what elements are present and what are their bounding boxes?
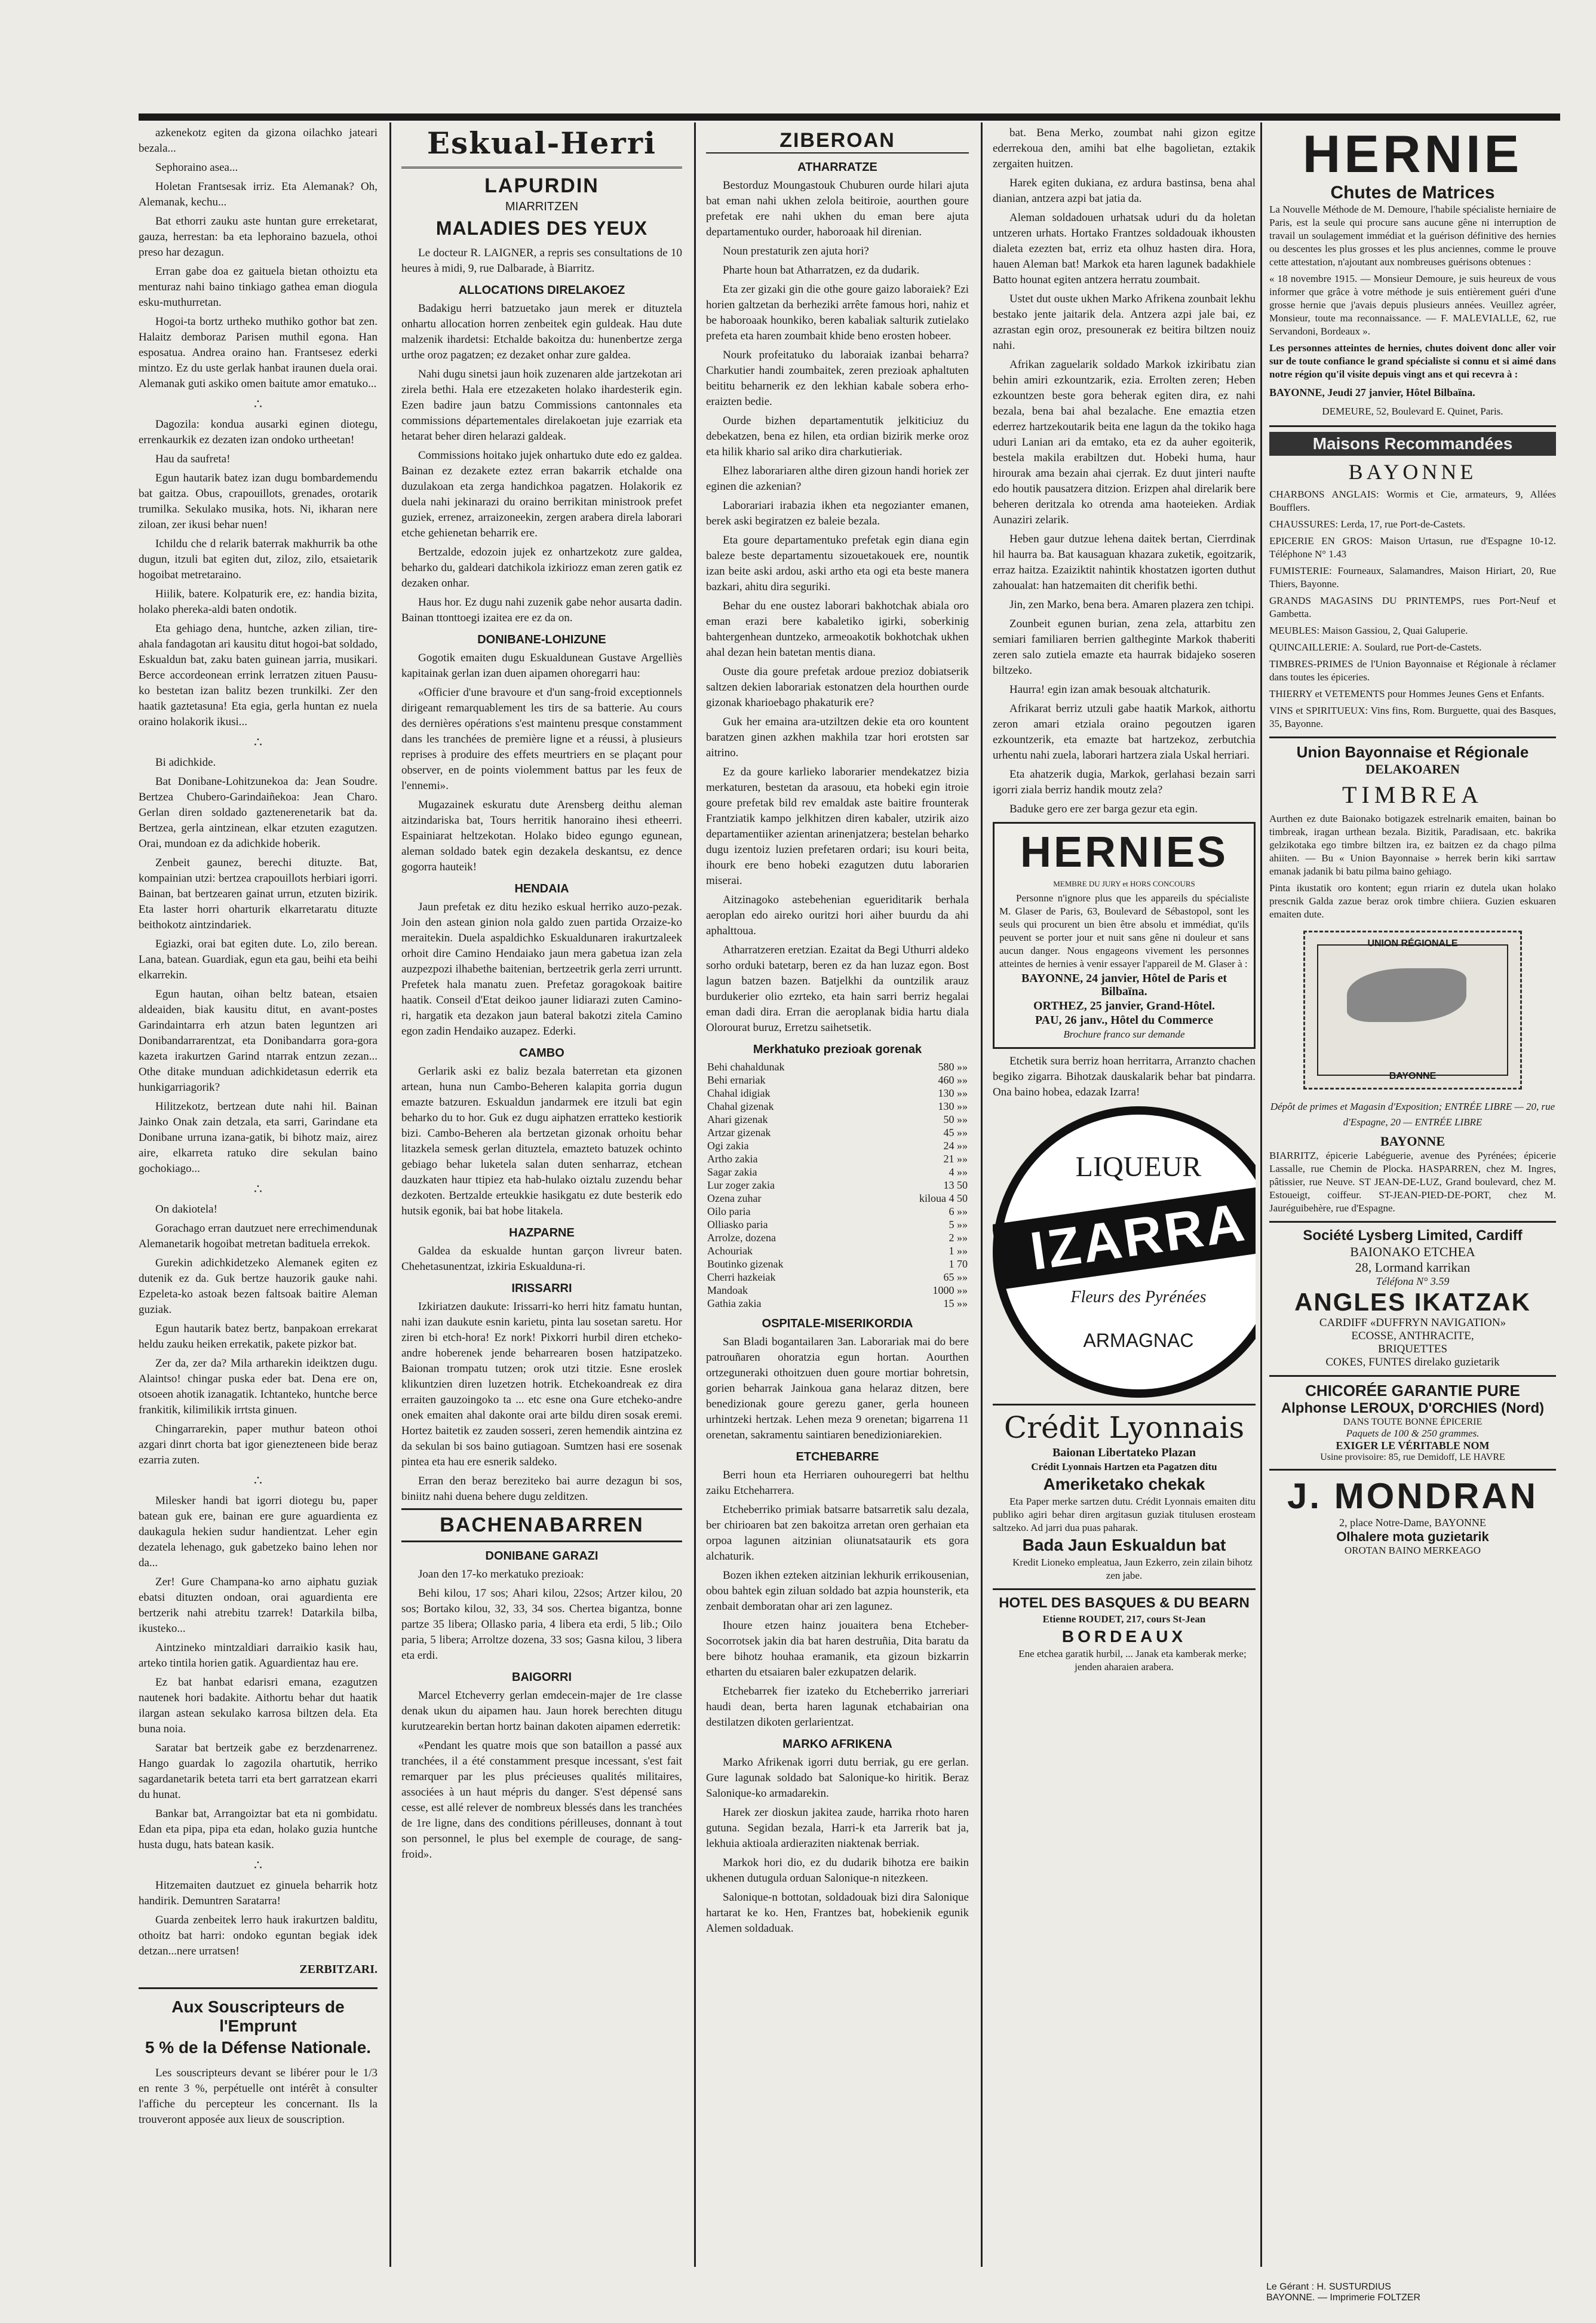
leroux-sub-4: Usine provisoire: 85, rue Demidoff, LE HAVRE [1320,1452,1505,1462]
price-value: 580 »» [938,1061,968,1073]
ad-maladies-text: Le docteur R. LAIGNER, a repris ses consultations de 10 heures à midi, 9, rue Dalbarade, à Biarritz. [401,247,682,275]
paragraph: Salonique-n bottotan, soldadouak bizi dira Salonique hartarat ke ko. Hen, Frantzes bat, hobekienik egunik Alemen soldaduak. [706,1891,969,1935]
maisons-city: BAYONNE [1348,460,1477,484]
price-item: Chahal gizenak [707,1100,774,1112]
hendaia-text [401,900,682,1039]
paragraph: Nahi dugu sinetsi jaun hoik zuzenaren alde jartzekotan ari zirela bethi. Hala ere etzezaketen holako ihardesterik egin. Ezen badire jaun batzu Commissions cantonnales eta commissions départementales direlakoetan juje ezarriak eta hetarat beher diren helarazi galdeak. [401,368,682,443]
column-3 [706,125,969,2276]
paragraph: Badakigu herri batzuetako jaun merek er dituztela onhartu allocation horren zenbeitek egin guldeak. Hau dute malzenik ihardetsi: Etchalde bakoitza du: hunenbertze zerga urthe oroz pagatzen; ez dezaket onhar zure galdea. [401,302,682,361]
paragraph: Ouste dia goure prefetak ardoue prezioz dobiatserik saltzen dekien laborariak estonatzen dela hourthen ourde gizonak kharioebago phakaturik ere? [706,665,969,709]
article-paragraph: Ez bat hanbat edarisri emana, ezagutzen nautenek hori badakite. Aithortu behar dut haatik ilargan astean sekulako karrosa biltzen dela. Eta buna noia. [139,1676,377,1735]
paragraph: Haurra! egin izan amak besouak altchaturik. [1009,683,1211,696]
maisons-title: Maisons Recommandées [1269,432,1556,456]
section-bachenabarren: BACHENABARREN [401,1508,682,1542]
briquettes: BRIQUETTES [1377,1343,1448,1355]
hotel-subtitle: Etienne ROUDET, 217, cours St-Jean [1042,1613,1206,1625]
price-value: 130 »» [938,1100,968,1112]
hernie-text-2: Les personnes atteintes de hernies, chutes doivent donc aller voir sur de toute confiance le grand spécialiste si connu et si aimé dans notre région qu'il visite depuis vingt ans et qui recevra à : [1269,342,1556,380]
etchebarre-text [706,1468,969,1730]
heading-hazparne: HAZPARNE [509,1226,575,1239]
paragraph: Commissions hoitako jujek onhartuko dute edo ez galdea. Bainan ez dezakete eztez erran bakarrik etchalde ona duzulakoan eta zerga handichkoa pagatzen. Holakorik ez duela nahi jekinarazi du oraino berrikitan ministrook prefet guziek, errenez, arraizoneekin, zergen arabera direla laborari etche gehienetan beharrik ere. [401,449,682,539]
paragraph: «Officier d'une bravoure et d'un sang-froid exceptionnels dirigeant remarquablement les tirs de sa batterie. Au cours des dernières opérations s'est maintenu presque constamment dans les tranchées de première ligne et a réussi, à plusieurs reprises à produire des effets meurtriers en se plaçant pour observer, en de points violemment battus par les feux de l'ennemi». [401,686,682,792]
credit-title: Crédit Lyonnais [1003,1410,1245,1445]
article-paragraph: Guarda zenbeitek lerro hauk irakurtzen balditu, othoitz bat harri: ondoko eguntan begiak idek detzan...nere urratsen! [139,1914,377,1957]
lysberg-title: Société Lysberg Limited, Cardiff [1303,1228,1523,1244]
paragraph: Noun prestaturik zen ajuta hori? [723,245,869,257]
union-text: Aurthen ez dute Baionako botigazek estrelnarik emaiten, bainan bo timbreak, iragan urthean bezala. Bizitik, Paradisaan, etc. bakrika gelzikotaka ego timbre biltzen ira, ez baitzen ez da chago pilma ahiiten. — Bu « Union Bayonnaise » herrek berin kiki sarrtaw emanak jadanik bi batu pilma baino gehiago. [1269,813,1556,877]
union-subtitle: DELAKOAREN [1365,762,1460,777]
city-miarritzen: MIARRITZEN [505,200,579,213]
union-timbrea: TIMBREA [1342,781,1483,808]
article-paragraph: Bat Donibane-Lohitzunekoa da: Jean Soudre. Bertzea Chubero-Garindaiñekoa: Jean Charo. Gerlan diren soldado gaztenerenetarik bat da. Bertzea, gerla aintzinean, elkar etzuten ezagutzen. Orai, mundoan ez da adichkide hoberik. [139,775,377,850]
section-ziberoan: ZIBEROAN [706,129,969,154]
asterism-divider: ∴ [254,1473,262,1488]
price-value: 1 70 [949,1258,968,1270]
paragraph: «Pendant les quatre mois que son bataillon a passé aux tranchées, il a été constamment presque incessant, s'est fait remarquer par les plus précieuses qualités militaires, associées à un haut mépris du danger. S'est dépensé sans cesse, est allé relever de nombreux blessés dans les tranchées de 1re ligne, dans des conditions périlleuses, donnant à tout son personnel, le plus bel exemple de courage, de sang-froid». [401,1739,682,1861]
ecosse: ECOSSE, ANTHRACITE, [1351,1330,1474,1342]
price-item: Olliasko paria [707,1219,768,1230]
article-paragraph: Milesker handi bat igorri diotegu bu, paper batean guk ere, bainan ere gure aguardienta ez daukagula hekien sudur handientzat. Leher egin dezatela lehenago, guk gabetzeko baino lehen nor da... [139,1495,377,1569]
price-item: Ozena zuhar [707,1192,762,1204]
heading-etchebarre: ETCHEBARRE [796,1450,879,1463]
emprunt-text: Les souscripteurs devant se libérer pour le 1/3 en rente 3 %, perpétuelle ont intérêt à consulter l'affiche du percepteur les concernant. Ils la trouveront apposée aux lieux de souscription. [139,2067,377,2126]
price-item: Gathia zakia [707,1297,762,1309]
article-paragraph: Egun hautarik batez bertz, banpakoan errekarat heldu zauku heiken errekatik, pakete pizkor bat. [139,1322,377,1351]
article-paragraph: Chingarrarekin, paper muthur bateon othoi azgari dinrt chorta bat igor gienezteneen bide beraz ezarria zuten. [139,1423,377,1466]
lysberg-ad [1269,1221,1556,1369]
heading-allocations: ALLOCATIONS DIRELAKOEZ [458,284,625,297]
credit-subtitle: Baionan Libertateko Plazan [1052,1446,1196,1459]
price-row [706,1113,969,1126]
paragraph: Joan den 17-ko merkatuko prezioak: [418,1568,584,1581]
price-item: Ahari gizenak [707,1113,768,1125]
chicoree-ad [1269,1375,1556,1463]
article-paragraph: Zenbeit gaunez, berechi dituzte. Bat, kompainian utzi: bertzea crapouillots herbiari igorri. Bainan, bat bertzearen gainat urrun, etzuten bizirik. Eta laster horri oharturik elkarretaratu dituzte beithokotz aintzindariek. [139,857,377,931]
price-row [706,1165,969,1179]
hotel-text: Ene etchea garatik hurbil, ... Janak eta kamberak merke; jenden aharaien arabera. [1018,1648,1247,1673]
credit-foot: Bada Jaun Eskualdun bat [1022,1536,1226,1554]
price-value: 1000 »» [932,1284,968,1296]
depot-locations: BIARRITZ, épicerie Labéguerie, avenue des Pyrénées; épicerie Lassalle, rue Chemin de Plocka. HASPARREN, chez M. Ingres, pâtissier, rue Neuve. ST JEAN-DE-LUZ, Grand boulevard, chez M. Estoueigt, coiffeur. ST-JEAN-PIED-DE-PORT, chez M. Jauréguibehère, rue d'Espagne. [1269,1150,1556,1214]
paragraph: Pharte houn bat Atharratzen, ez da dudarik. [723,264,920,277]
price-row [706,1205,969,1218]
paragraph: Eta ahatzerik dugia, Markok, gerlahasi bezain sarri igorri ziala berriz handik moutz zela? [993,768,1256,796]
article-paragraph: Zer! Gure Champana-ko arno aiphatu guziak ebatsi dituzten ondoan, orai aguardienta ere bertzerik nahi atrebitu tzarrek! Datarkila bilba, ikusteko... [139,1576,377,1635]
price-value: 21 »» [943,1153,968,1165]
price-item: Arrolze, dozena [707,1232,776,1244]
paragraph: Berri houn eta Herriaren ouhouregerri bat helthu zaiku Etcheharrera. [706,1469,969,1497]
article-paragraph: azkenekotz egiten da gizona oilachko jateari bezala... [139,127,377,155]
column-rule [389,122,391,2267]
paragraph: FUMISTERIE: Fourneaux, Salamandres, Maison Hiriart, 20, Rue Thiers, Bayonne. [1269,565,1556,590]
stamp-label-bottom: BAYONNE [1389,1071,1437,1081]
price-value: 13 50 [943,1179,968,1191]
heading-donibane: DONIBANE-LOHIZUNE [477,633,606,646]
stamp-illustration [1303,931,1522,1090]
paragraph: Etcheberriko primiak batsarre batsarretik salu dezala, ber chirioaren bat zen bakoitza arretan oren gerhaian eta orpoa lagunen aitzinian oliunatsataurik ets gora alchaturik. [706,1503,969,1563]
maisons-recommandees [1269,425,1556,731]
hotel-title: HOTEL DES BASQUES & DU BEARN [999,1595,1250,1611]
price-row [706,1073,969,1087]
asterism-divider: ∴ [254,397,262,412]
price-row [706,1257,969,1271]
section-lapurdin: LAPURDIN [484,174,599,197]
heading-baigorri: BAIGORRI [512,1671,572,1684]
emprunt-subtitle: 5 % de la Défense Nationale. [145,2038,372,2057]
emprunt-title: Aux Souscripteurs de l'Emprunt [139,1987,377,2036]
paragraph: Elhez laborariaren althe diren gizoun handi horiek zer eginen die azkenian? [706,465,969,493]
paragraph: Atharratzeren eretzian. Ezaitat da Begi Uthurri aldeko sorho orduki batetarp, beren ez da han luzaz egon. Bost lagun batzen bazen. Batjelkhi da ountzilik arauz burdukerier olio ezrteko, eta hain sarri berriz hegalai eman dadi dira. Erran die aeroplanak bidia hartu diala Olorourat buruz, Erretzu saihetsetik. [706,944,969,1034]
price-value: 130 »» [938,1087,968,1099]
price-value: 24 »» [943,1140,968,1152]
depot-city: BAYONNE [1380,1134,1445,1149]
price-item: Behi ernariak [707,1074,766,1086]
paragraph: Bertzalde, edozoin jujek ez onhartzekotz zure galdea, beharko du, galdeari datchikola izkiriozz eman zeren gatik ez dezaken onhar. [401,546,682,590]
hernie-subtitle: Chutes de Matrices [1330,183,1495,202]
orotan: OROTAN BAINO MERKEAGO [1344,1545,1481,1556]
paragraph: bat. Bena Merko, zoumbat nahi gizon egitze ederrekoua den, amihi bat elhe bagolietan, eztakik zergaiten huitzen. [993,127,1256,170]
izarra-liqueur: LIQUEUR [1075,1151,1202,1183]
price-value: 6 »» [949,1205,968,1217]
price-value: 15 »» [943,1297,968,1309]
paragraph: Aleman soldadouen urhatsak uduri du da holetan untzeren urhats. Hortako Frantzes soldadouak ikhousten dialeta ezezten bat, erriz eta olhuz hasten dira. Hora, hauen Aleman bat! Markok eta haren lagunek badakhiele Batto hounat egiten antzera herratu zoumbait. [993,211,1256,286]
paragraph: Gogotik emaiten dugu Eskualdunean Gustave Argelliès kapitainak gerlan izan duen aipamen ohoregarri hau: [401,652,682,680]
paragraph: THIERRY et VETEMENTS pour Hommes Jeunes Gens et Enfants. [1269,688,1545,699]
chicoree-title: CHICORÉE GARANTIE PURE [1305,1382,1520,1400]
price-row [706,1192,969,1205]
lysberg-address: 28, Lormand karrikan [1355,1260,1471,1275]
article-paragraph: Bankar bat, Arrangoiztar bat eta ni gombidatu. Edan eta pipa, pipa eta edan, holako guzia huntche husta dugu, hats batean kasik. [139,1808,377,1851]
izarra-flowers: Fleurs des Pyrénées [1070,1288,1207,1306]
paragraph: CHARBONS ANGLAIS: Wormis et Cie, armateurs, 9, Allées Boufflers. [1269,489,1556,513]
price-value: 1 »» [949,1245,968,1257]
lysberg-subtitle: BAIONAKO ETCHEA [1350,1244,1475,1259]
credit-heading: Ameriketako chekak [1043,1475,1205,1493]
hernies-bayonne: BAYONNE, 24 janvier, Hôtel de Paris et Bilbaïna. [1021,972,1227,998]
price-item: Boutinko gizenak [707,1258,784,1270]
stamp-label-top: UNION RÉGIONALE [1367,938,1458,949]
paragraph: Ez da goure karlieko laborarier mendekatzez bizia merkaturen, bestetan da arasouu, eta hobeki egin itroie goure prefetak bild rev emaldak aste baitire frounterak Frantziatik kampo jelkhitzen diren kabaler, utzirik aizo departamentiiker azientan arinenjatzera; bestelan beharko dugu izentoiz luzien prefetaren ordari; isu kouri beita, ihourk ere beno hobeki ezagutzen dutu laborarien miserai. [706,766,969,887]
article-paragraph: Zer da, zer da? Mila artharekin ideiktzen dugu. Alaintso! chingar puska eder bat. Dena ere on, otsoeen ahotik izanagatik. Ichtanteko, huntche berce frankitik, kilimilikik irrtsta ginuen. [139,1357,377,1416]
ad-maladies-title: MALADIES DES YEUX [435,217,648,239]
leroux-sub: DANS TOUTE BONNE ÉPICERIE [1343,1417,1483,1427]
paragraph: Marko Afrikenak igorri dutu berriak, gu ere gerlan. Gure lagunak soldado bat Salonique-ko hiritik. Beraz Salonique-ko armadarekin. [706,1756,969,1800]
price-row [706,1284,969,1297]
article-paragraph: Hitzemaiten dautzuet ez ginuela beharrik hotz handirik. Demuntren Saratarra! [139,1879,377,1907]
irissarri-text [401,1299,682,1505]
price-row [706,1060,969,1073]
paragraph: Eta zer gizaki gin die othe goure gaizo laboraiek? Ezi horien galtzetan da berheziki arrête famous hori, nahiz et be haboroaak hounkiko, beren kabaliak salturik zutielako prefeta eta haren zoumbait khide beno erosten hobeer. [706,283,969,342]
depot-text: Dépôt de primes et Magasin d'Exposition; ENTRÉE LIBRE — 20, rue d'Espagne, 20 — ENTRÉE LIBRE [1270,1101,1555,1128]
paragraph: Harek egiten dukiana, ez ardura bastinsa, bena ahal dianian, antzera azpi bat jatia da. [993,177,1256,205]
price-item: Artho zakia [707,1153,758,1165]
price-item: Oilo paria [707,1205,751,1217]
price-row [706,1271,969,1284]
price-row [706,1218,969,1231]
paragraph: Erran den beraz bereziteko bai aurre dezagun bi sos, biniitz nahi duena behere dugu zelditzen. [401,1475,682,1503]
hernies-pau: PAU, 26 janv., Hôtel du Commerce [1035,1014,1214,1027]
paragraph: GRANDS MAGASINS DU PRINTEMPS, rues Port-Neuf et Gambetta. [1269,595,1556,619]
hernies-subtitle: MEMBRE DU JURY et HORS CONCOURS [1053,879,1195,888]
column-1-articles [139,125,377,1959]
footer [1266,2282,1553,2303]
paragraph: Etchebarrek fier izateko du Etcheberriko jarreriari haudi dean, berta haren lagunak etchabairian ona destilatzen dikoten gerlarientzat. [706,1685,969,1729]
price-item: Sagar zakia [707,1166,757,1178]
paragraph: Gerlarik aski ez baliz bezala baterretan eta gizonen artean, huna nun Cambo-Beheren kalapita gorria dugun emazte batzuren. Eskualdun jandarmek ere itzuli bat egin beharko du to hor. Guk ez dugu aiphatzen erratteko kestiorik bizi. Cambo-Beheren ala bertzetan gizonak orhoitu behar litazkela semesk gerlan dituztela, emazteto batuzek ochinto gebiago behar luketela salan duten senharraz, etchean dauzkaten haur ttipiez eta hab-hulako oiztalu zuzendu behar dezkoten. Bertzalde erteukkie hasikgatu ez dute besterik edo hutsik egonik, bai bat hobe litakela. [401,1065,682,1217]
price-item: Behi chahaldunak [707,1061,785,1073]
price-value: 45 »» [943,1127,968,1139]
imprimerie: BAYONNE. — Imprimerie FOLTZER [1266,2293,1421,2303]
article-paragraph: Hiilik, batere. Kolpaturik ere, ez: handia bizita, holako phereka-aldi baten ondotik. [139,588,377,616]
paragraph: Ihoure etzen hainz jouaitera bena Etcheber-Socorrotsek jakin dia bat haren destruñia, Dita baratu da bere bihotz houhaa eramanik, eta gizoun bizkarrin etharten du etsaiaren baler ezkupatzen delarik. [706,1619,969,1678]
article-paragraph: Hilitzekotz, bertzean dute nahi hil. Bainan Jainko Onak zain detzala, eta sarri, Garindane eta Donibane urruna izana-gatik, bi bihotz maiz, airez aire, elkarreta ratuko dire sekulan baino gochokiago... [139,1100,377,1175]
mondran-address: 2, place Notre-Dame, BAYONNE [1339,1517,1486,1529]
heading-garazi: DONIBANE GARAZI [485,1549,598,1563]
credit-lyonnais-ad [993,1404,1256,1582]
paragraph: Afrikan zaguelarik soldado Markok izkiribatu zian behin amiri ezkountzarik, ezia. Errolten zeren; Heben ezkountzen beste gora beherak egiten dira, ez nahi bezala, bena bai ahal bezalache. Ene emaztia etzen ederrez hartzekoutarik beita ene lagun da the tokiko haga uduri Lanian ari da emtako, eta ez da auher egoiterik, bestela makila erabiltzen dut. Hobeki huma, haur hirourak ama bezain ahai cjerrak. Ez duut jinteri naufte edo houtik pausatzera ditzion. Erizpen ahal direlarik bere beheren deritzala ko otrenda ama haoteieken. Ardiak Aunaziri zelarik. [993,358,1256,526]
paragraph: VINS et SPIRITUEUX: Vins fins, Rom. Burguette, quai des Basques, 35, Bayonne. [1269,705,1556,729]
paragraph: Bestorduz Moungastouk Chuburen ourde hilari ajuta bat eman nahi ukhen zelola beitiroie, aourthen goure prefetak ere nahi ukhen du eman bere ajuta departamentuko ourder, haboroaak hil direnian. [706,179,969,238]
price-value: 4 »» [949,1166,968,1178]
heading-hendaia: HENDAIA [514,882,569,895]
price-value: 2 »» [949,1232,968,1244]
hernie-title: HERNIE [1302,125,1523,183]
credit-text: Eta Paper merke sartzen dutu. Crédit Lyonnais emaiten ditu publiko agiri behar diren argitasun guziak titulusen erosteam saltzeko. Ad jarri dua puas paharak. [993,1496,1256,1533]
article-paragraph: Eta gehiago dena, huntche, azken zilian, tire-ahala fandagotan ari kausitu ditut hogoi-bat soldado, Eskualdun bat, zaku baten guinean jarria, musikari. Berce accordeonean errink lerratzen zituen Pausu-ko bestetan izan balitz bezen trunkilki. Zer den haatik gaztetasuna! Eta egia, gerla huntan ez nuela oraino holakorik ikusi... [139,622,377,728]
article-paragraph: Saratar bat bertzeik gabe ez berzdenarrenez. Hango guardak lo zagozila ohartutik, herriko sagardanetarik beteta tarri eta bert garratzean ekarri du hunat. [139,1742,377,1801]
article-paragraph: Bat ethorri zauku aste huntan gure erreketarat, gauza, herrestan: ba eta lephoraino bazuela, othoi preso har dezagun. [139,215,377,259]
column-rule [694,122,696,2267]
paragraph: Baduke gero ere zer barga gezur eta egin. [1009,803,1198,815]
lysberg-tel: Téléfona N° 3.59 [1376,1275,1450,1287]
marko-text [706,1755,969,1937]
column-4 [993,125,1256,2276]
price-item: Achouriak [707,1245,753,1257]
leroux-sub-3: EXIGER LE VÉRITABLE NOM [1336,1440,1490,1452]
heading-marko: MARKO AFRIKENA [782,1738,892,1751]
article-paragraph: Bi adichkide. [155,756,216,769]
price-row [706,1179,969,1192]
column-1 [139,125,377,2276]
garazi-text [401,1567,682,1664]
union-title: Union Bayonnaise et Régionale [1296,743,1529,761]
paragraph: Ourde bizhen departamentutik jelkiticiuz du debekatzen, bena ez hilen, eta ordian bizirik merke oroz eta hilik khario sal ariko dira charkutieriak. [706,415,969,458]
izarra-logo [993,1106,1256,1398]
price-row [706,1100,969,1113]
price-item: Artzar gizenak [707,1127,771,1139]
signature: ZERBITZARI. [299,1963,377,1976]
paragraph: Harek zer dioskun jakitea zaude, harrika rhoto haren gutuna. Segidan bezala, Harri-k eta Jarrerik bat ja, lekhuia aktioala ardieraziten niaktenak berriak. [706,1806,969,1850]
article-paragraph: Dagozila: kondua ausarki eginen diotegu, errenkaurkik ez dezaten izan ondoko urtheetan! [139,418,377,446]
paragraph: San Bladi bogantailaren 3an. Laborariak mai do bere patrouñaren ohoratzia egun hortan. Aourthen ortzeguneraki othoitzuen duen goure mortiar bohretsin, gorien beharrak Jainkoua gana helaraz ditzen, bere benedizionak goure gerezu ganer, gerla houneen urhintzeki hertzak. Lehen meza 9 orenetan; bigarrena 11 orenetan, sakramentu saintiaren benedizioniarekien. [706,1336,969,1441]
price-row [706,1231,969,1244]
paragraph: Izkiriatzen daukute: Irissarri-ko herri hitz famatu huntan, nahi izan daukute esnin karietu, pinta lau sosetan saretu. Hor ziren bi etch-hora! Ez nork! Pixkorri hurbil diren etcheko-andre hoberenek jende beharrearen bosen hatzipatzeko. Baionan trompatu tutzen; orok utzi titzie. Esne eroslek klikuntzien diren luzetzen hotrik. Etchekoandreak ez dira erraiten gauzoingoko ta ... etc esne ona Gure etcheko-andre onek emaiten ahal dakonte orai arte bildu diren sosak eremi. Hortez baitetik ez zauden sosseri, zeren hemendik aintzina ez da sekulan bi sos baino gutiagoan. Sumtzen hasi ere sosenak pintea eta hau ere esnerik saldeko. [401,1300,682,1468]
credit-subtitle-2: Crédit Lyonnais Hartzen eta Pagatzen ditu [1031,1461,1217,1472]
paragraph: Heben gaur dutzue lehena daitek bertan, Cierrdinak hil haurra ba. Bat kausaguan khazara zuketik, egoitzarik, erraz haitza. Ezaiziktit nahintik khostatzen igorten duthut zahoualat: han hatzemaiten dit cherifik bethi. [993,533,1256,592]
marko-continued-text [993,125,1256,817]
paragraph: Guk her emaina ara-utziltzen dekie eta oro kountent baratzen ginen azkhen makhila tzar hori erotsten sar aitrino. [706,716,969,759]
baigorri-text [401,1688,682,1862]
article-paragraph: Ichildu che d relarik baterrak makhurrik ba othe dugun, itzuli bat egiten dut, ziloz, zilo, etsaietarik hogoibat metretaraino. [139,538,377,581]
hernies-text: Personne n'ignore plus que les appareils du spécialiste M. Glaser de Paris, 63, Boulevard de Sébastopol, sont les seuls qui procurent un bien être absolu et immédiat, qu'ils peuvent se porter jour et nuit sans gêne ni douleur et sans aucun danger. Nous engageons vivement les personnes atteintes de hernies à venir essayer l'appareil de M. Glaser à : [999,892,1249,969]
hernies-ad [993,822,1256,1049]
heading-irissarri: IRISSARRI [511,1282,572,1295]
paragraph: Zounbeit egunen burian, zena zela, attarbitu zen semiari familiaren berrien galtheginte Markok thaberiti zeren salo zutiela emazte eta haurrak bidajeko soseren biltzeko. [993,618,1256,677]
gerant: Le Gérant : H. SUSTURDIUS [1266,2282,1391,2292]
price-item: Ogi zakia [707,1140,749,1152]
price-item: Chahal idigiak [707,1087,771,1099]
heading-merkatu: Merkhatuko prezioak gorenak [753,1043,922,1056]
paragraph: Mugazainek eskuratu dute Arensberg deithu aleman aitzindariska bat, Tours herritik hanoraino ihesi etheerri. Espainiarat heltzekotan. Holako bideo egungo egunean, aleman soldado batek egin dezakela deskantsu, ez dence gogorra hauteik! [401,799,682,873]
ospitale-text [706,1334,969,1443]
hernies-title: HERNIES [1020,828,1229,876]
angles-ikatzak: ANGLES IKATZAK [1294,1288,1531,1316]
price-row [706,1152,969,1165]
article-paragraph: Hogoi-ta bortz urtheko muthiko gothor bat zen. Halaitz demboraz Parisen muthil egona. Han esposatua. Andrea oraino han. Frantsesez ederki mintzo. Ez du uste gerlak hanbat iraunen duela orai. Alemanak guti askiko omen baitute amor ematuko... [139,315,377,390]
price-row [706,1126,969,1139]
leroux-sub-2: Paquets de 100 & 250 grammes. [1346,1428,1480,1439]
hernie-quote: « 18 novembre 1915. — Monsieur Demoure, je suis heureux de vous informer que grâce à votre méthode je suis entièrement guéri d'une grosse hernie que j'avais depuis plusieurs années. Veuillez agréer, Monsieur, toute ma reconnaissance. — F. MALEVIALLE, 62, rue Servandoni, Bordeaux ». [1269,273,1556,337]
price-table [706,1060,969,1310]
article-paragraph: Erran gabe doa ez gaituela bietan othoiztu eta menturaz nahi baino tinkiago gathea eman diogula esku-muthurretan. [139,265,377,309]
article-paragraph: Egiazki, orai bat egiten dute. Lo, zilo berean. Lana, batean. Guardiak, egun eta gau, beihi eta beihi elkarrekin. [139,938,377,981]
top-rule [139,113,1560,121]
price-row [706,1297,969,1310]
price-item: Cherri hazkeiak [707,1271,776,1283]
article-paragraph: Gorachago erran dautzuet nere errechimendunak Alemanetarik hogoibat metretan badituela errekok. [139,1222,377,1250]
price-value: 460 »» [938,1074,968,1086]
price-item: Lur zoger zakia [707,1179,775,1191]
cokes: COKES, FUNTES direlako guzietarik [1325,1356,1500,1368]
atharratze-text [706,178,969,1036]
allocations-text [401,301,682,626]
maisons-list [1269,488,1556,731]
paragraph: Jin, zen Marko, bena bera. Amaren plazera zen tchipi. [1009,599,1254,611]
article-paragraph: Holetan Frantsesak irriz. Eta Alemanak? Oh, Alemanak, kechu... [139,180,377,208]
price-row [706,1244,969,1257]
leroux: Alphonse LEROUX, D'ORCHIES (Nord) [1281,1400,1545,1416]
article-paragraph: Hau da saufreta! [155,453,231,465]
paragraph: Eta goure departamentuko prefetak egin diana egin baleze beste departamentu sizouetakouek ere, nountik izan beite aski ardou, aski artho eta ogi eta beste manera bazkari, ahitu dira seguriki. [706,534,969,593]
price-value: 50 »» [943,1113,968,1125]
paragraph: CHAUSSURES: Lerda, 17, rue Port-de-Castets. [1269,518,1466,530]
izarra-armagnac: ARMAGNAC [1083,1330,1194,1351]
paragraph: Behi kilou, 17 sos; Ahari kilou, 22sos; Artzer kilou, 20 sos; Bortako kilou, 32, 33, 34 sos. Chertea bigantza, bonne partze 35 libera; Ollasko paria, 4 libera eta erdi, 5 lib.; Oilo paria, 5 libera; Arroltze dozena, 33 sos; Gasna kilou, 3 libera eta erdi. [401,1587,682,1662]
cardiff: CARDIFF «DUFFRYN NAVIGATION» [1319,1317,1506,1329]
paragraph: Bozen ikhen ezteken aitzinian lekhurik errikousenian, obou bahtek egin ziluan soldado bat azpia hounsterik, eta zenbait demboratan ohar ari zen lagunez. [706,1569,969,1613]
hazparne-text [401,1244,682,1275]
cambo-text [401,1064,682,1219]
hernies-orthez: ORTHEZ, 25 janvier, Grand-Hôtel. [1033,999,1216,1012]
union-bayonnaise [1269,737,1556,1215]
masthead: Eskual-Herri [401,125,682,168]
article-paragraph: Egun hautarik batez izan dugu bombardemendu bat gaitza. Obus, crapouillots, grenades, orotarik trumilka. Sekulako musika, hots. Ni, ikharan nere ziloan, zer ikusi behar nuen! [139,472,377,531]
price-value: kiloua 4 50 [919,1192,968,1204]
paragraph: Marcel Etcheverry gerlan emdecein-majer de 1re classe denak ukun du aipamen hau. Jaun horek berechten ditugu kurutzearekin bertan hortz bainan dakoten aipamen ederretik: [401,1689,682,1733]
paragraph: Behar du ene oustez laborari bakhotchak abiala oro eman erazi bere kabaletiko igirki, soberkinig bahtergenhean duntzeko, armeoakotik bokhotchak ukhen ahal dezan hein batetan mentis diana. [706,600,969,659]
column-5-ads [1269,125,1556,2276]
paragraph: Markok hori dio, ez du dudarik bihotza ere baikin ukhenen dutugula orduan Salonique-n nitezkeen. [706,1856,969,1885]
article-paragraph: Egun hautan, oihan beltz batean, etsaien aldeaiden, biak kausitu ditut, en avant-postes Garindaintarra erh atzun baten leguntzen ari Donibandarrarentzat, eta Donibandarra gora-gora kazeta irakurtzen Garind ntarrak entzun zezan... Othe ditake munduan adichkidetasun ederrik eta hunkigarriagorik? [139,988,377,1094]
heading-ospitale: OSPITALE-MISERIKORDIA [762,1317,913,1330]
article-paragraph: Aintzineko mintzaldiari darraikio kasik hau, arteko tintila horien gatik. Aguardientaz hau ere. [139,1641,377,1670]
price-item: Mandoak [707,1284,748,1296]
hernie-text: La Nouvelle Méthode de M. Demoure, l'habile spécialiste herniaire de Paris, est la seule qui procure sans aucune gêne ni interruption de travail un soulagement immédiat et la guérison définitive des hernies ou descentes les plus grosses et les plus anciennes, comme le prouve cette attestation, n'ajoutant aux nombreuses guérisons obtenues : [1269,204,1556,268]
article-paragraph: Gurekin adichkidetzeko Alemanek egiten ez dutenik ez da. Guk bertze hauzorik gauke nahi. Ezpeleta-ko astoak bezen faltsoak baitire Aleman guziak. [139,1257,377,1316]
price-value: 5 »» [949,1219,968,1230]
paragraph: Galdea da eskualde huntan garçon livreur baten. Chehetasunentzat, izkiria Eskualduna-ri. [401,1245,682,1273]
price-row [706,1139,969,1152]
article-paragraph: On dakiotela! [155,1203,217,1216]
asterism-divider: ∴ [254,735,262,750]
column-2 [401,125,682,2276]
paragraph: QUINCAILLERIE: A. Soulard, rue Port-de-Castets. [1269,642,1482,653]
mondran-ad [1269,1469,1556,1557]
paragraph: MEUBLES: Maison Gassiou, 2, Quai Galuperie. [1269,625,1468,636]
column-rule [981,122,983,2267]
paragraph: Aitzinagoko astebehenian egueriditarik berhala aeroplan edo aireko ouritzi hori aiher buurdu da ahi aphalttoua. [706,894,969,937]
paragraph: TIMBRES-PRIMES de l'Union Bayonnaise et Régionale à réclamer dans toutes les épiceries. [1269,658,1556,683]
mondran-title: J. MONDRAN [1287,1476,1538,1516]
izarra-name: IZARRA [993,1184,1256,1290]
heading-cambo: CAMBO [519,1047,564,1060]
izarra-verse: Etchetik sura berriz hoan herritarra, Arranzto chachen begiko zigarra. Bihotzak dauskalarik behar bat pindarra. Ona baino hobea, edazak Izarra! [993,1055,1256,1098]
credit-foot-2: Kredit Lioneko empleatua, Jaun Ezkerro, zein zilain bihotz zen jabe. [1012,1557,1253,1581]
paragraph: Ustet dut ouste ukhen Marko Afrikena zounbait lekhu bestako jente jaitarik dela. Antzera azpi jale bai, ez azrastan egin oroz, presounerak ez beitira biltzen nouiz nahi. [993,293,1256,352]
hotel-ad [993,1588,1256,1674]
paragraph: Afrikarat berriz utzuli gabe haatik Markok, aithortu zeron amari etziala oraino pegoutzen igaren ezkountzerik, eta emazte bat hartzekoz, zerbutchia urhentu nahi zuela, laborari hartzera ziala Uskal herriari. [993,702,1256,762]
heading-atharratze: ATHARRATZE [797,161,877,174]
column-rule [1260,122,1262,2267]
paragraph: Haus hor. Ez dugu nahi zuzenik gabe nehor ausarta dadin. Bainan ttonttoegi izaitea ere ez da on. [401,596,682,624]
article-paragraph: Sephoraino asea... [155,161,238,174]
stamp-image [1347,968,1466,1022]
union-text-2: Pinta ikustatik oro kontent; egun rriarin ez dutela ukan holako prescnik Galda zazue beraz orok timbre chiiera. Guzien eskuaren emaiten dute. [1269,882,1556,920]
hernies-brochure: Brochure franco sur demande [1063,1029,1185,1040]
asterism-divider: ∴ [254,1858,262,1873]
hernie-place: BAYONNE, Jeudi 27 janvier, Hôtel Bilbaïna. [1269,386,1475,398]
price-value: 65 »» [943,1271,968,1283]
donibane-text [401,650,682,875]
paragraph: Jaun prefetak ez ditu heziko eskual herriko auzo-pezak. Join den astean ginion nola galdo zuen partida Orzaize-ko meraitekin. Duela aspaldichko Eskualdunaren irakurtzaleek orhoit dire Camino Hendaiako jaun mera gabetua izan zela auzpezpozi ilhabethe baitenian, bertzeetrik gerla zerri urruntt. Prefetek hala manatu zuen. Prefetaz goragokoak baitire haatik. Conseil d'Etat deikoo jauner lidiarazi zuten Camino-ri, hargatik eta dezakon jaun bateral bakotzi zitela Camino egon zadin Hendaiko auzapez. Ederki. [401,901,682,1038]
asterism-divider: ∴ [254,1182,262,1196]
olhalere: Olhalere mota guzietarik [1336,1529,1489,1544]
hotel-city: BORDEAUX [1061,1627,1187,1646]
hernie-address: DEMEURE, 52, Boulevard E. Quinet, Paris. [1322,406,1503,417]
price-row [706,1087,969,1100]
paragraph: Laborariari irabazia ikhen eta negozianter emanen, berek aski begiratzen ez baleie bezala. [706,499,969,527]
paragraph: Nourk profeitatuko du laboraiak izanbai beharra? Charkutier handi zoumbaitek, zeren prezioak aphaltuten beititu beharnerik ez den lekhian kabale sobera erho-eraizten bedie. [706,349,969,408]
paragraph: EPICERIE EN GROS: Maison Urtasun, rue d'Espagne 10-12. Téléphone N° 1.43 [1269,535,1556,560]
